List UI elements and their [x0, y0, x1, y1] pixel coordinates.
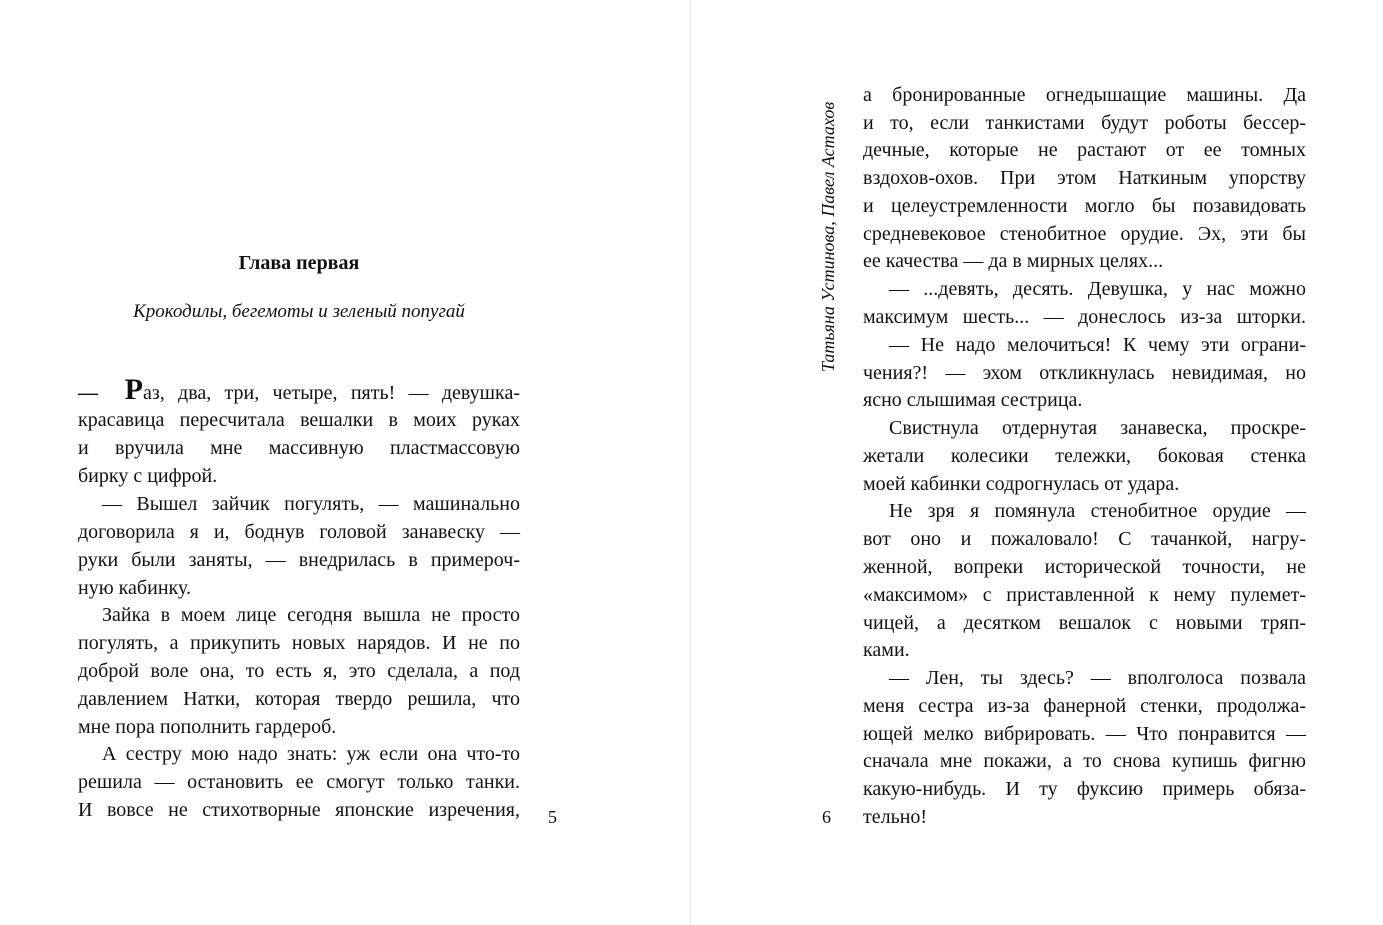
text-line: женной, вопреки исторической точности, не: [863, 556, 1306, 578]
text-line: тельно!: [863, 806, 928, 828]
text-line: меня сестра из-за фанерной стенки, продолжа-: [863, 695, 1306, 717]
text-line: вздохов-охов. При этом Наткиным упорству: [863, 167, 1306, 189]
text-line: ками.: [863, 639, 910, 661]
lead-dash: —: [78, 382, 98, 404]
text-line: — Вышел зайчик погулять, — машинально: [102, 493, 520, 515]
text-line: — ...девять, десять. Девушка, у нас можно: [889, 278, 1306, 300]
text-line: руки были заняты, — внедрилась в примероч-: [78, 549, 520, 571]
text-line: моей кабинки содрогнулась от удара.: [863, 473, 1180, 495]
text-line: И вовсе не стихотворные японские изречения,: [78, 799, 520, 821]
text-line: ее качества — да в мирных целях...: [863, 250, 1164, 272]
text-line: Не зря я помянула стенобитное орудие —: [889, 500, 1306, 522]
text-line: и целеустремленности могло бы позавидовать: [863, 195, 1306, 217]
text-line: — Раз, два, три, четыре, пять! — девушка-: [78, 373, 521, 406]
text-line: ющей мелко вибрировать. — Что понравится —: [863, 723, 1306, 745]
text-line: «максимом» с приставленной к нему пулемет-: [863, 584, 1306, 606]
text-line: ную кабинку.: [78, 577, 191, 599]
text-line: чения?! — эхом откликнулась невидимая, но: [863, 362, 1306, 384]
text-line: Зайка в моем лице сегодня вышла не просто: [102, 604, 520, 626]
text-line: решила — остановить ее смогут только танки.: [78, 771, 520, 793]
text-line: какую-нибудь. И ту фуксию примерь обяза-: [863, 778, 1306, 800]
text-line: ясно слышимая сестрица.: [863, 389, 1083, 411]
text-line: давлением Натки, которая твердо решила, что: [78, 688, 520, 710]
text-line: бирку с цифрой.: [78, 465, 218, 487]
text-line: дечные, которые не растают от ее томных: [863, 139, 1306, 161]
chapter-subtitle: Крокодилы, бегемоты и зеленый попугай: [133, 301, 465, 322]
running-head-authors: Татьяна Устинова, Павел Астахов: [818, 101, 838, 372]
text-line: и то, если танкистами будут роботы бессер-: [863, 112, 1306, 134]
text-line: А сестру мою надо знать: уж если она что-то: [102, 743, 520, 765]
drop-cap: Р: [124, 373, 143, 406]
text-line: мне пора пополнить гардероб.: [78, 716, 337, 738]
text-line: доброй воле она, то есть я, это сделала, а под: [78, 660, 520, 682]
page-number: 5: [548, 807, 557, 827]
text-line: максимум шесть... — донеслось из-за шторки.: [863, 306, 1306, 328]
text-line: чицей, а десятком вешалок с новыми тряп-: [863, 612, 1306, 634]
text-line: и вручила мне массивную пластмассовую: [78, 437, 520, 459]
text-line: а бронированные огнедышащие машины. Да: [863, 84, 1306, 106]
chapter-title: Глава первая: [238, 252, 360, 274]
page-gutter: [690, 0, 691, 925]
text-line: жетали колесики тележки, боковая стенка: [863, 445, 1306, 467]
text-line: Свистнула отдернутая занавеска, проскре-: [889, 417, 1306, 439]
page-number: 6: [822, 807, 831, 827]
text-line: — Лен, ты здесь? — вполголоса позвала: [889, 667, 1306, 689]
text-line: — Не надо мелочиться! К чему эти ограни-: [889, 334, 1306, 356]
text-line: вот оно и пожаловало! С тачанкой, нагру-: [863, 528, 1306, 550]
text-line: красавица пересчитала вешалки в моих руках: [78, 409, 520, 431]
text-line: погулять, а прикупить новых нарядов. И не по: [78, 632, 520, 654]
text-line: договорила я и, боднув головой занавеску —: [78, 521, 520, 543]
text-line: сначала мне покажи, а то снова купишь фигню: [863, 750, 1306, 772]
text-line: средневековое стенобитное орудие. Эх, эти бы: [863, 223, 1306, 245]
